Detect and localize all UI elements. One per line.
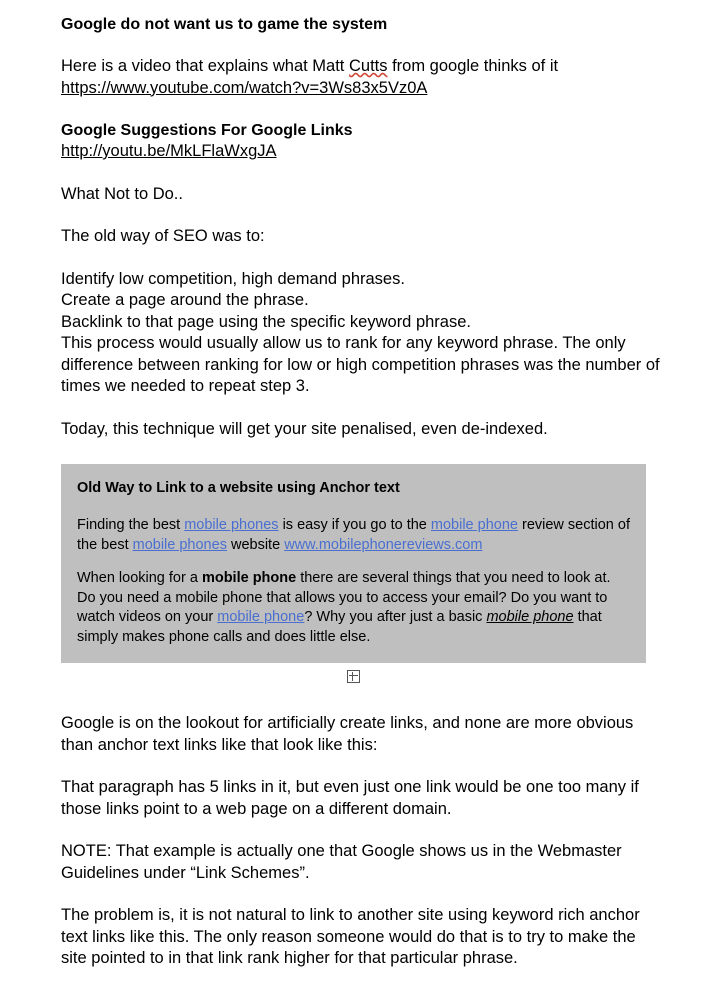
document-body (61, 14, 663, 970)
italic-phrase-mobile-phone: mobile phone (486, 609, 574, 625)
paragraph-lookout-2: That paragraph has 5 links in it, but even just one link would be one too many if those links point to a web page on a different domain. (61, 778, 639, 818)
video-intro-text-pre: Here is a video that explains what Matt (61, 57, 349, 75)
example-box-paragraph-2 (77, 569, 630, 647)
anchor-link-mobile-phone-2[interactable]: mobile phone (217, 609, 305, 625)
spacer (61, 884, 663, 905)
spacer (61, 163, 663, 184)
text-segment: website (226, 536, 285, 553)
spacer (61, 35, 663, 56)
text-segment: is easy if you go to the (278, 517, 431, 533)
example-box (61, 464, 646, 663)
spacer (61, 756, 663, 777)
spacer (61, 398, 663, 419)
anchor-link-mobilephonereviews[interactable]: www.mobilephonereviews.com (284, 536, 483, 553)
paragraph-today-penalised: Today, this technique will get your site penalised, even de-indexed. (61, 419, 548, 438)
spacer (61, 99, 663, 120)
video-intro-text-post: from google thinks of it (387, 57, 559, 75)
spacer (77, 555, 630, 569)
paragraph-old-way-intro: The old way of SEO was to: (61, 227, 265, 245)
paragraph-step-note: This process would usually allow us to rank for any keyword phrase. The only difference between ranking for low or high competition phrases was the number of times we needed to repeat step 3. (61, 334, 660, 395)
heading-game-system: Google do not want us to game the system (61, 16, 388, 33)
paragraph-step-3: Backlink to that page using the specific keyword phrase. (61, 312, 471, 331)
spacer (61, 205, 663, 226)
text-segment: When looking for a (77, 570, 202, 586)
spacer (61, 820, 663, 841)
paragraph-step-2: Create a page around the phrase. (61, 291, 309, 309)
example-box-title: Old Way to Link to a website using Anchor text (77, 480, 400, 496)
paragraph-what-not-to-do: What Not to Do.. (61, 184, 183, 203)
text-segment: that simply makes phone calls and does little else. (77, 609, 602, 645)
example-box-paragraph-1 (77, 516, 630, 555)
text-segment: review section of the best (77, 517, 630, 553)
table-handle-row (61, 669, 646, 683)
table-move-handle-icon[interactable] (347, 670, 360, 683)
text-segment: Finding the best (77, 517, 185, 533)
youtu-be-link[interactable]: http://youtu.be/MkLFlaWxgJA (61, 142, 277, 160)
anchor-link-mobile-phone-1[interactable]: mobile phone (430, 517, 518, 533)
anchor-link-mobile-phones-2[interactable]: mobile phones (132, 536, 227, 553)
paragraph-lookout-1: Google is on the lookout for artificially create links, and none are more obvious than anchor text links like that look like this: (61, 714, 634, 754)
anchor-link-mobile-phones-1[interactable]: mobile phones (184, 517, 279, 533)
paragraph-problem: The problem is, it is not natural to link to another site using keyword rich anchor text links like this. The only reason someone would do that is to try to make the site pointed to in that link rank higher for that particular phrase. (61, 906, 640, 967)
misspelled-word-cutts: Cutts (348, 57, 388, 75)
spacer (61, 248, 663, 269)
paragraph-note: NOTE: That example is actually one that Google shows us in the Webmaster Guidelines under “Link Schemes”. (61, 842, 622, 882)
bold-phrase-mobile-phone: mobile phone (201, 570, 297, 586)
paragraph-video-intro (61, 56, 663, 78)
youtube-video-link[interactable]: https://www.youtube.com/watch?v=3Ws83x5Vz0A (61, 78, 428, 97)
paragraph-step-1: Identify low competition, high demand phrases. (61, 269, 405, 288)
heading-google-suggestions: Google Suggestions For Google Links (61, 122, 353, 139)
text-segment: ? Why you after just a basic (304, 609, 487, 625)
text-segment: there are several things that you need to look at. Do you need a mobile phone that allows you to access your email? Do you want to watch videos on your (77, 570, 611, 625)
